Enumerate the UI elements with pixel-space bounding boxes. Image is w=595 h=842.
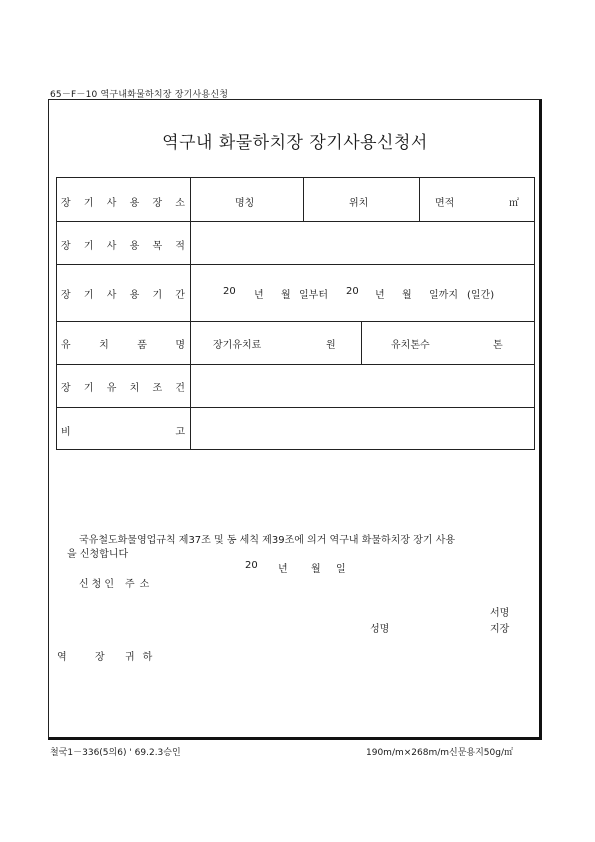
period-year-prefix-start: 20 [223, 286, 236, 297]
name-label: 명칭 [235, 198, 255, 209]
statement-line-2: 을 신청합니다 [67, 549, 129, 560]
tonnage-label: 유치톤수 [391, 340, 430, 351]
label-char: 치 [129, 383, 140, 394]
label-remarks-b: 고 [175, 427, 185, 438]
label-remarks-a: 비 [61, 427, 71, 438]
label-usage-place [61, 194, 185, 209]
label-char: 기 [83, 241, 94, 252]
label-char: 장 [152, 198, 163, 209]
statement-line-1: 국유철도화물영업규칙 제37조 및 동 세칙 제39조에 의거 역구내 화물하치장 장기 사용 [79, 535, 456, 546]
row-divider [57, 321, 534, 322]
label-char: 목 [152, 241, 163, 252]
application-table [56, 177, 535, 450]
label-char: 치 [99, 340, 109, 351]
label-usage-purpose [61, 237, 185, 252]
seal-label: 지장 [490, 624, 510, 635]
sign-label: 서명 [490, 608, 510, 619]
label-char: 용 [129, 290, 140, 301]
label-char: 건 [175, 383, 185, 394]
label-char: 기 [152, 290, 163, 301]
period-days: (일간) [467, 290, 495, 301]
label-remarks [61, 423, 185, 438]
label-usage-period [61, 286, 185, 301]
label-char: 장 [61, 383, 71, 394]
label-char: 사 [106, 290, 117, 301]
label-char: 용 [129, 198, 140, 209]
label-char: 품 [137, 340, 147, 351]
station-b: 장 [95, 652, 105, 663]
period-from: 일부터 [299, 290, 328, 301]
tonnage-unit: 톤 [493, 340, 503, 351]
fee-label: 장기유치료 [213, 340, 262, 351]
address-label: 주소 [125, 579, 155, 590]
label-char: 장 [61, 198, 71, 209]
row-divider [57, 407, 534, 408]
cell-divider [303, 178, 304, 221]
form-title: 역구내 화물하치장 장기사용신청서 [162, 133, 428, 153]
paper-spec-footer: 190m/m×268m/m신문용지50g/㎡ [366, 748, 514, 758]
area-label: 면적 [435, 198, 455, 209]
label-char: 유 [106, 383, 117, 394]
label-char: 기 [83, 290, 94, 301]
cell-divider [419, 178, 420, 221]
row-divider [57, 221, 534, 222]
name-label: 성명 [370, 624, 390, 635]
row-divider [57, 364, 534, 365]
period-until: 일까지 [429, 290, 458, 301]
label-char: 장 [61, 241, 71, 252]
period-month-end: 월 [402, 290, 412, 301]
date-year-prefix: 20 [245, 560, 258, 571]
row-divider [57, 264, 534, 265]
label-char: 적 [175, 241, 185, 252]
station-a: 역 [57, 652, 67, 663]
fee-unit: 원 [326, 340, 336, 351]
label-item-name [61, 336, 185, 351]
area-unit: ㎡ [509, 198, 519, 209]
date-month: 월 [311, 564, 321, 575]
label-char: 유 [61, 340, 71, 351]
date-day: 일 [336, 564, 346, 575]
label-column-divider [190, 178, 191, 450]
period-year-end: 년 [375, 290, 385, 301]
form-code: 65－F－10 역구내화물하치장 장기사용신청 [50, 90, 229, 100]
approval-footer: 철국1－336(5의6) ' 69.2.3승인 [50, 748, 181, 758]
label-char: 소 [175, 198, 185, 209]
period-month-start: 월 [281, 290, 291, 301]
period-year-prefix-end: 20 [346, 286, 359, 297]
location-label: 위치 [349, 198, 369, 209]
applicant-label: 신청인 [79, 579, 117, 590]
label-char: 기 [83, 383, 94, 394]
cell-divider [361, 321, 362, 364]
label-char: 조 [152, 383, 163, 394]
label-char: 사 [106, 198, 117, 209]
addressee: 귀하 [125, 652, 161, 663]
period-year-start: 년 [254, 290, 264, 301]
label-char: 간 [175, 290, 185, 301]
date-year: 년 [278, 564, 288, 575]
label-char: 장 [61, 290, 71, 301]
label-storage-condition [61, 379, 185, 394]
label-char: 사 [106, 241, 117, 252]
label-char: 명 [175, 340, 185, 351]
label-char: 용 [129, 241, 140, 252]
label-char: 기 [83, 198, 94, 209]
